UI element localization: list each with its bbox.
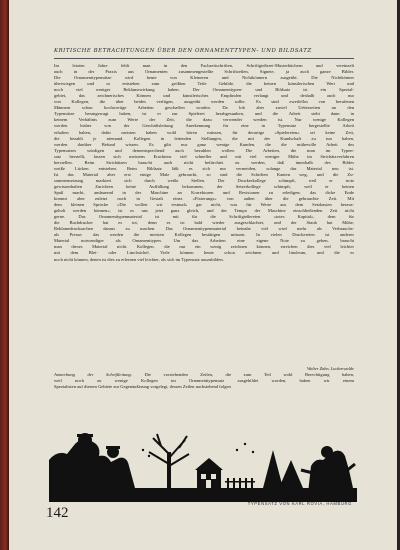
- body-line: Spaß macht, andauernd in der Maschine an Korrekturen und Revisionen zu erledigen; das dicke Ende: [54, 189, 354, 195]
- body-line: werden bisher von der Geschäftsleitung Anerkennung für eine in Typensatz hergestellte Arbeit: [54, 123, 354, 129]
- body-line: werden darüber Befund wissen. Es gibt nur ganz wenige Kunden, die die mühevolle Arbeit des: [54, 141, 354, 147]
- body-line: mit dem Blei- oder Linolstichel. Viele können heute schon zeichnen und linoleum, und die es: [54, 250, 354, 256]
- typeset-illustration: [49, 430, 357, 502]
- body-line: erhalten haben, dafür meisten haben wohl hören müssen, für derartige »Spielereien« sei keine Zeit,: [54, 129, 354, 135]
- body-line: sammensetzung markiert sich durch weiße Stellen. Der Druckerkollege schimpft, weil er trotz: [54, 177, 354, 183]
- body-line: Reklamedrucksachen daraus zu machen. Das Ornamenttypenmaterial beinahe viel wird mehr als Verbrauchs-: [54, 226, 354, 232]
- body-line: geholt werden können«, ist es uns jetzt ganz gleich, und der Tempo der Maschine einschließenden Zeit nicht: [54, 208, 354, 214]
- body-line: gerne. Das Ornamenttypenmaterial ist mit für die Schriftgießereien »totes Kapital«, dem für: [54, 214, 354, 220]
- editor-note: [54, 372, 354, 390]
- body-line: kommt aber zuletzt noch in Gestalt eines »Fixierungs« von außen über die gebrauchte Zeit. Mit: [54, 196, 354, 202]
- body-line: die bezahlt je niemand. Kollegen in leitenden Stellungen, die mit der Kundschaft zu tun haben,: [54, 135, 354, 141]
- note-lead: Anmerkung der Schriftleitung.: [54, 372, 132, 377]
- body-line: als Presse; das werden die meisten Kollegen bestätigen müssen. In vielen Druckereien ist anderes: [54, 232, 354, 238]
- note-line: Anmerkung der Schriftleitung. Die vorstehenden Zeilen, die zum Teil wohl Berechtigung haben,: [54, 372, 354, 377]
- body-line: dem kleinen Sprüche »Die wollen wir erstmal« gar nicht, was für Werte aus dem Setzkasten heraus-: [54, 202, 354, 208]
- body-line: noch viel weniger Reklamewirkung haben. Der Ornamenttypen- und Bildsatz ist ein Spezial-: [54, 87, 354, 93]
- book-page: [4, 0, 397, 550]
- illustration-caption: TYPENSATZ VON KARL ROVIA, HAMBURG: [247, 501, 352, 506]
- body-line: herstellen. Beim Strichätzen braucht auch nicht befürchtet zu werden, daß innerhalb des Bildes: [54, 159, 354, 165]
- page-number: 142: [46, 505, 69, 521]
- running-header: KRITISCHE BETRACHTUNGEN ÜBER DEN ORNAMENTTYPEN- UND BILDSATZ: [54, 48, 312, 54]
- note-line: weil noch zu wenige Kollegen im Ornamenttypensatz ausgebildet worden, haben wir einem: [54, 378, 354, 384]
- body-line: Material notwendiger als Ornamenttypen. Um das Arbeiten eine eigene Note zu geben, braucht: [54, 238, 354, 244]
- body-line: gewissenhaften Zurichten keine Auffüllung bekommen, der Setzerkollege schimpft, weil er keinen: [54, 183, 354, 189]
- body-line: Im letzten Jahre fehlt man in den Fachzeitschriften, Schriftgießerei-Musterbüchern und vereinzelt: [54, 63, 354, 68]
- body-line: Die Ornamenttypensätze wird heute von Kleineren und Nichtkönnern ausgeübt. Die Nichtkönner: [54, 75, 354, 81]
- body-line: man dieses Material nicht. Kollegen, die nur ein wenig zeichnen können, erreichen dies viel leichter: [54, 244, 354, 250]
- author-signature: Walter Zahn, Luckenwalde: [306, 366, 354, 371]
- note-line: Spezialisten auf diesem Gebiete zur Gegenäußerung vorgelegt, dessen Zeilen nachstehend folgen: [54, 384, 231, 390]
- body-line: auch in der Praxis aus Ornamenten zusammengestellte Schriftzeilen, Signete, ja auch ganze Bilder.: [54, 69, 354, 75]
- body-line: die Buchdrucker hat es tot, denn es ist bald wieder ausgeschlachtet, und der Staub hat Mühe,: [54, 220, 354, 226]
- body-line: satz herstellt, lassen sich meistens Erachtens viel schneller und mit viel weniger Mühe im Strichätzverfahren: [54, 153, 354, 159]
- body-line: von Kollegen, die über beides verfügen, ausgeübt werden sollte. Es sind zweifellos von berufenen: [54, 99, 354, 105]
- body-line: gebiet, das zeichnerisches Können und künstlerisches Empfinden verlangt und deshalb auch nur: [54, 93, 354, 99]
- body-line: keinem Verhältnis zum Werte der Zeit, die dazu verwendet werden ist. Nur wenige Kollegen: [54, 117, 354, 123]
- body-line: Typensatzes würdigen und dementsprechend auch bezahlen wollen. Die Arbeiten, die man im Typen-: [54, 147, 354, 153]
- body-line: Männern schon hochwertige Arbeiten geschaffen worden. Da lob aber zuviel Ueberzeiten an den: [54, 105, 354, 111]
- book-binding: [0, 0, 9, 550]
- body-line: überwiegen und so entstehen zum größten Teile Gebilde, die keinen künstlerischen Wert und: [54, 81, 354, 87]
- body-line: weiße Lücken entstehen. Beim Bildsatz läßt es sich nur vermeiden, solange das Material neu ist.: [54, 165, 354, 171]
- header-rule: [54, 58, 354, 59]
- body-line: Typensätze herangewagt haben, ist er zur Spielerei herabgesunken, und die Arbeit steht dann in: [54, 111, 354, 117]
- body-line: noch nicht können, denen ist dies zu erlernen viel leichter, als sich im Typensatz auszubilden.: [54, 256, 224, 262]
- article-body: [54, 63, 354, 263]
- body-line: Ist das Material aber erst einige Male gebraucht, so sind die Schriften Kanten weg, und die Zu-: [54, 171, 354, 177]
